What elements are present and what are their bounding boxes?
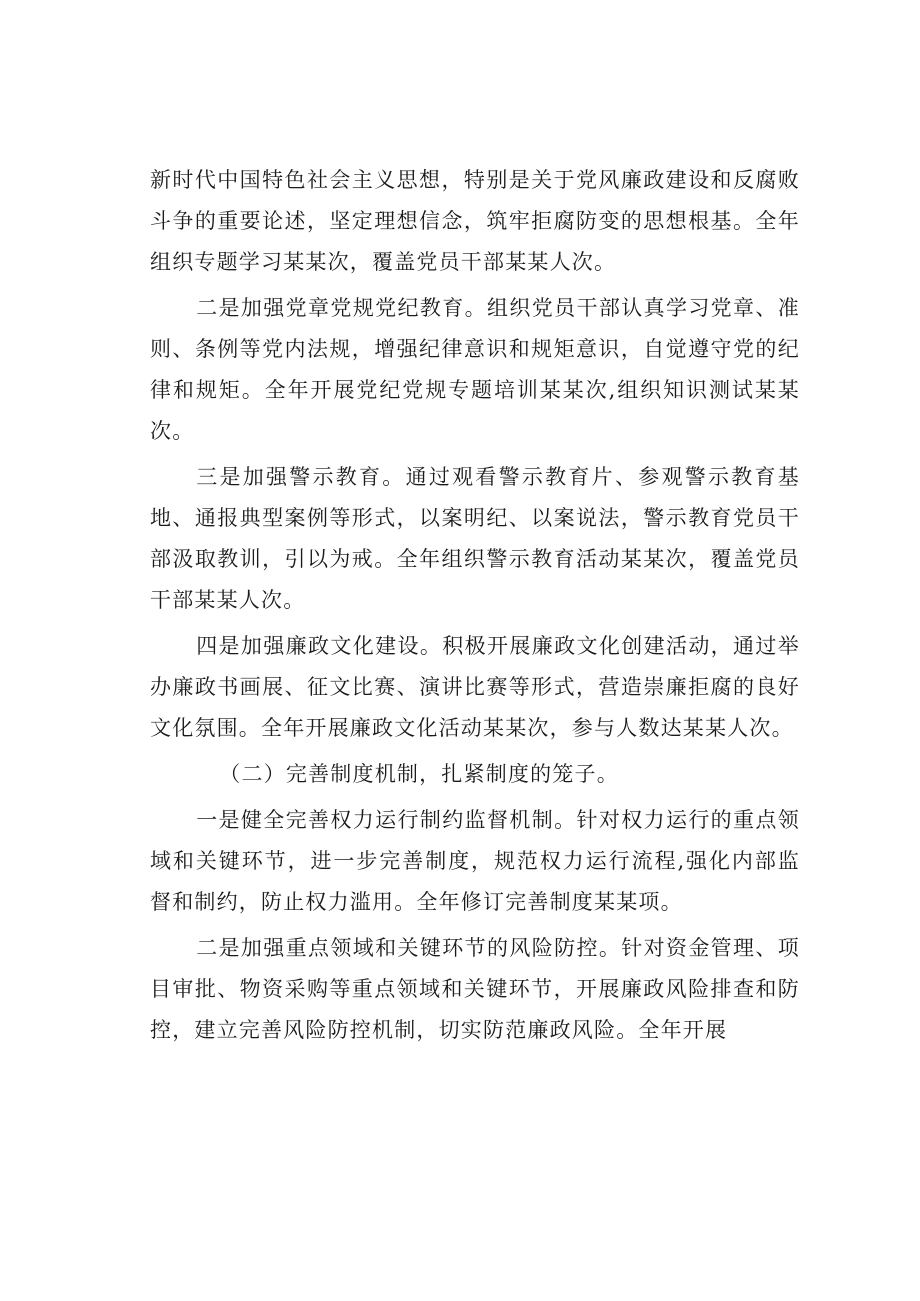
document-body [150, 160, 800, 1056]
paragraph-integrity-culture: 四是加强廉政文化建设。积极开展廉政文化创建活动，通过举办廉政书画展、征文比赛、演讲比赛等形式，营造崇廉拒腐的良好文化氛围。全年开展廉政文化活动某某次，参与人数达某某人次。 [150, 634, 800, 740]
paragraph-warning-education: 三是加强警示教育。通过观看警示教育片、参观警示教育基地、通报典型案例等形式，以案明纪、以案说法，警示教育党员干部汲取教训，引以为戒。全年组织警示教育活动某某次，覆盖党员干部某某人次。 [150, 465, 800, 612]
paragraph-risk-control: 二是加强重点领域和关键环节的风险防控。针对资金管理、项目审批、物资采购等重点领域和关键环节，开展廉政风险排查和防控，建立完善风险防控机制，切实防范廉政风险。全年开展 [150, 936, 800, 1042]
paragraph-continuation: 新时代中国特色社会主义思想，特别是关于党风廉政建设和反腐败斗争的重要论述，坚定理想信念，筑牢拒腐防变的思想根基。全年组织专题学习某某次，覆盖党员干部某某人次。 [150, 168, 800, 274]
paragraph-power-supervision: 一是健全完善权力运行制约监督机制。针对权力运行的重点领域和关键环节，进一步完善制度，规范权力运行流程,强化内部监督和制约，防止权力滥用。全年修订完善制度某某项。 [150, 808, 800, 914]
section-heading-institutional-mechanism: （二）完善制度机制，扎紧制度的笼子。 [219, 762, 619, 786]
paragraph-party-rules-education: 二是加强党章党规党纪教育。组织党员干部认真学习党章、准则、条例等党内法规，增强纪律意识和规矩意识，自觉遵守党的纪律和规矩。全年开展党纪党规专题培训某某次,组织知识测试某某次。 [150, 296, 800, 443]
